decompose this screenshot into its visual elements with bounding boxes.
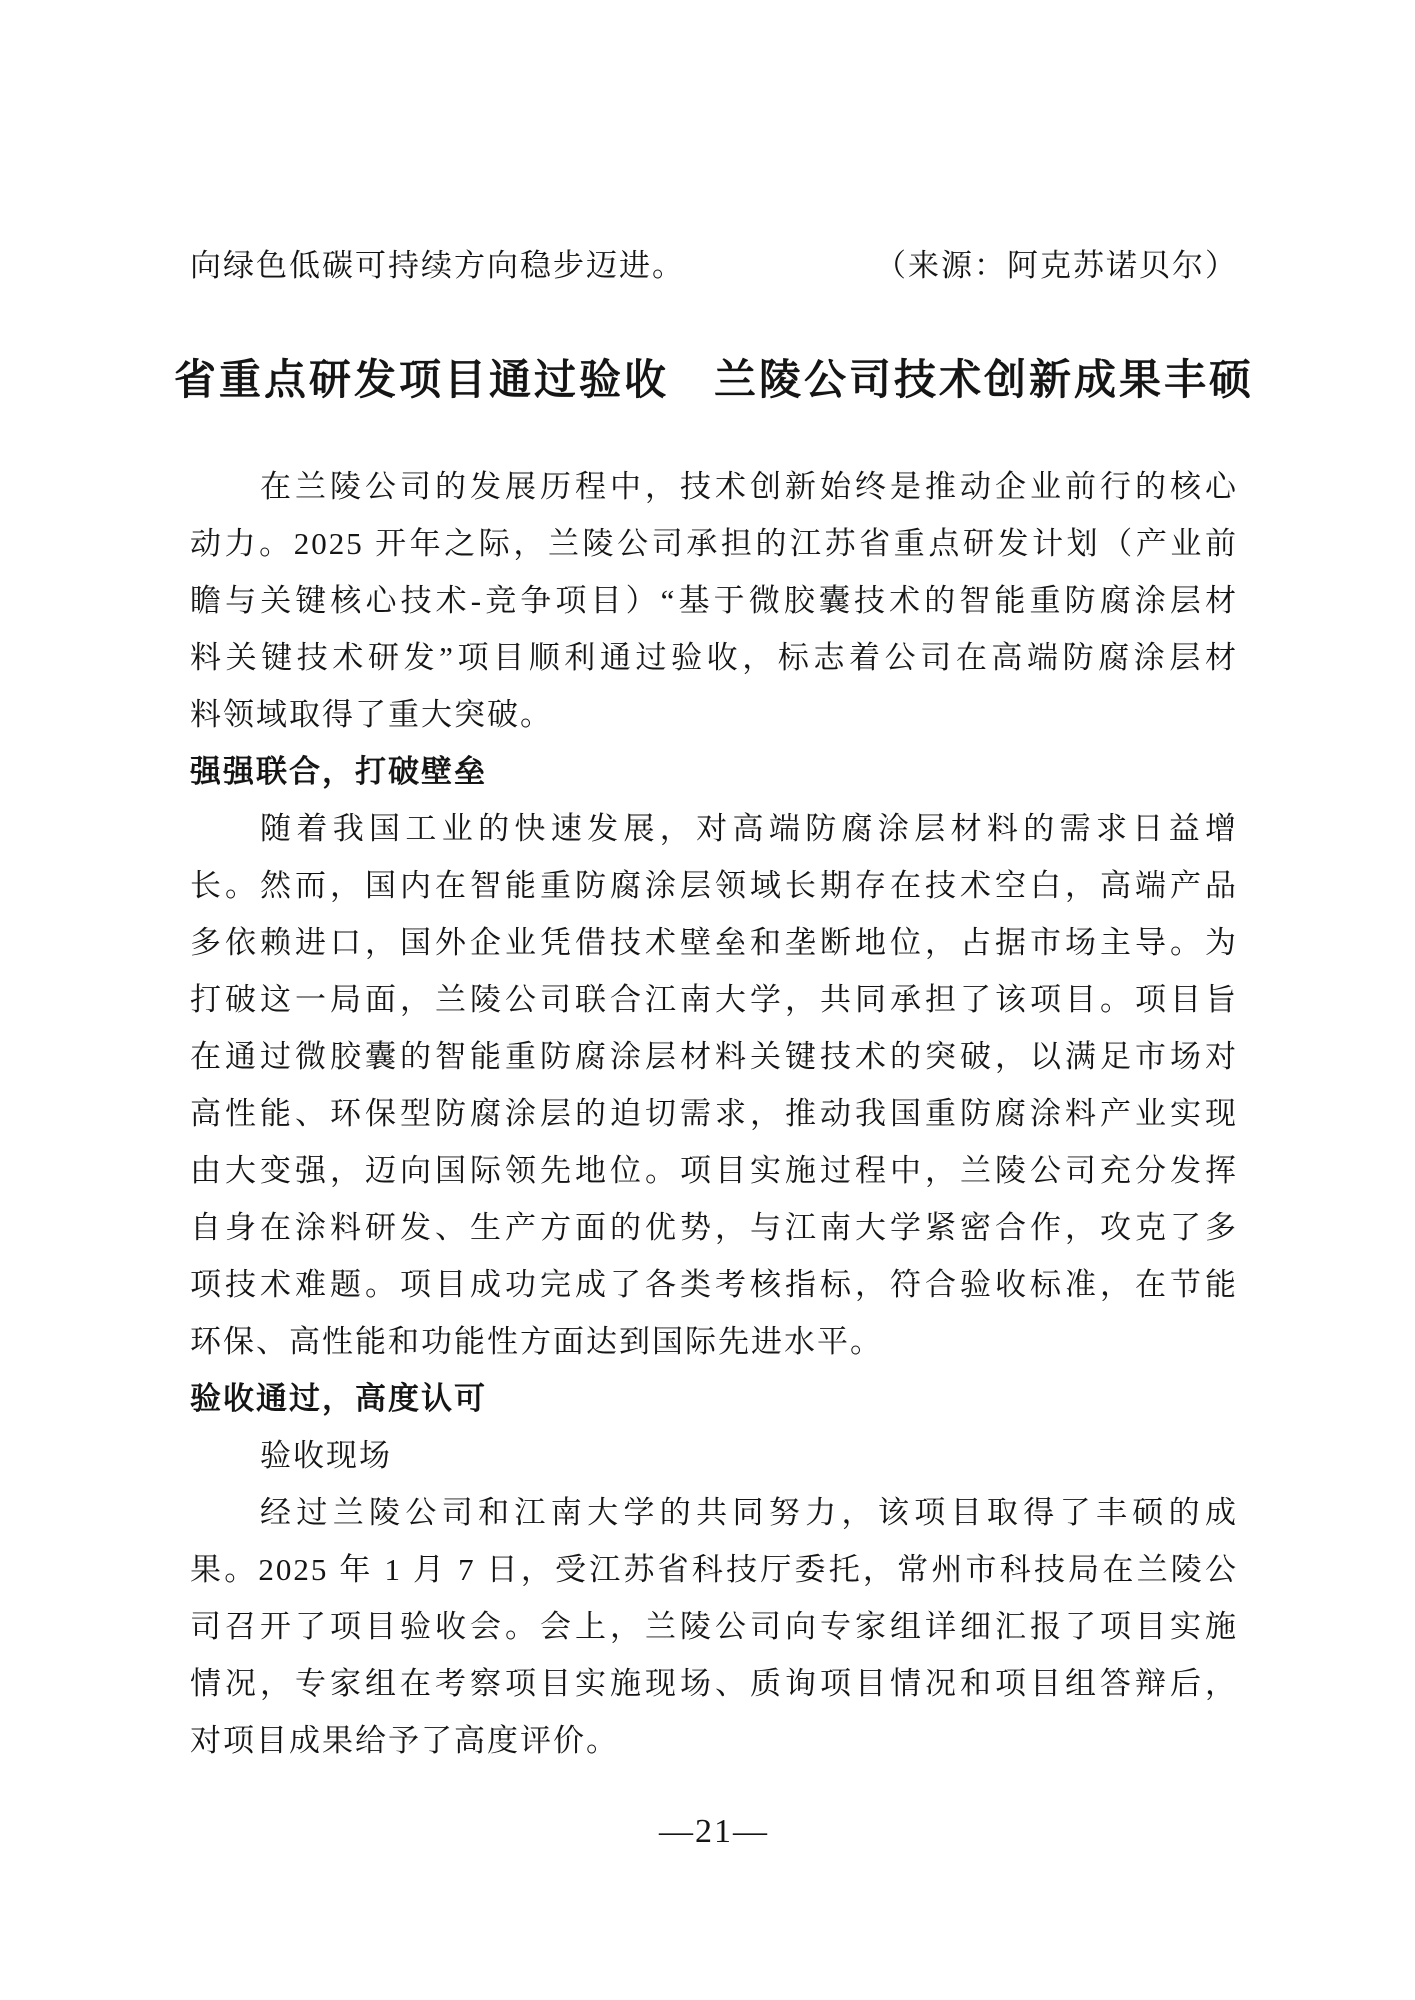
- previous-article-ending-row: [190, 237, 1238, 294]
- body-line: 长。然而，国内在智能重防腐涂层领域长期存在技术空白，高端产品: [190, 868, 1238, 903]
- body-line: 由大变强，迈向国际领先地位。项目实施过程中，兰陵公司充分发挥: [190, 1153, 1238, 1188]
- section-subheading: 验收通过，高度认可: [190, 1381, 487, 1416]
- body-line: 环保、高性能和功能性方面达到国际先进水平。: [190, 1324, 883, 1359]
- photo-caption: 验收现场: [260, 1438, 392, 1473]
- article-title: 省重点研发项目通过验收 兰陵公司技术创新成果丰硕: [173, 356, 1254, 403]
- body-line: 瞻与关键核心技术-竞争项目）“基于微胶囊技术的智能重防腐涂层材: [190, 583, 1238, 618]
- body-line: 情况，专家组在考察项目实施现场、质询项目情况和项目组答辩后，: [190, 1666, 1238, 1701]
- body-line: 料领域取得了重大突破。: [190, 697, 553, 732]
- body-line: 在兰陵公司的发展历程中，技术创新始终是推动企业前行的核心: [260, 469, 1238, 504]
- body-line: 司召开了项目验收会。会上，兰陵公司向专家组详细汇报了项目实施: [190, 1609, 1238, 1644]
- body-line: 经过兰陵公司和江南大学的共同努力，该项目取得了丰硕的成: [260, 1495, 1238, 1530]
- body-line: 料关键技术研发”项目顺利通过验收，标志着公司在高端防腐涂层材: [190, 640, 1238, 675]
- body-line: 动力。2025 开年之际，兰陵公司承担的江苏省重点研发计划（产业前: [190, 526, 1238, 561]
- body-line: 对项目成果给予了高度评价。: [190, 1723, 619, 1758]
- article-body: [190, 458, 1238, 1769]
- body-line: 高性能、环保型防腐涂层的迫切需求，推动我国重防腐涂料产业实现: [190, 1096, 1238, 1131]
- source-attribution: （来源：阿克苏诺贝尔）: [875, 248, 1238, 283]
- body-line: 在通过微胶囊的智能重防腐涂层材料关键技术的突破，以满足市场对: [190, 1039, 1238, 1074]
- body-line: 项技术难题。项目成功完成了各类考核指标，符合验收标准，在节能: [190, 1267, 1238, 1302]
- body-line: 果。2025 年 1 月 7 日，受江苏省科技厅委托，常州市科技局在兰陵公: [190, 1552, 1238, 1587]
- body-line: 多依赖进口，国外企业凭借技术壁垒和垄断地位，占据市场主导。为: [190, 925, 1238, 960]
- body-line: 随着我国工业的快速发展，对高端防腐涂层材料的需求日益增: [260, 811, 1238, 846]
- page-number: —21—: [659, 1813, 769, 1850]
- section-subheading: 强强联合，打破壁垒: [190, 754, 487, 789]
- previous-article-closing-line: 向绿色低碳可持续方向稳步迈进。: [190, 248, 685, 283]
- body-line: 打破这一局面，兰陵公司联合江南大学，共同承担了该项目。项目旨: [190, 982, 1238, 1017]
- body-line: 自身在涂料研发、生产方面的优势，与江南大学紧密合作，攻克了多: [190, 1210, 1238, 1245]
